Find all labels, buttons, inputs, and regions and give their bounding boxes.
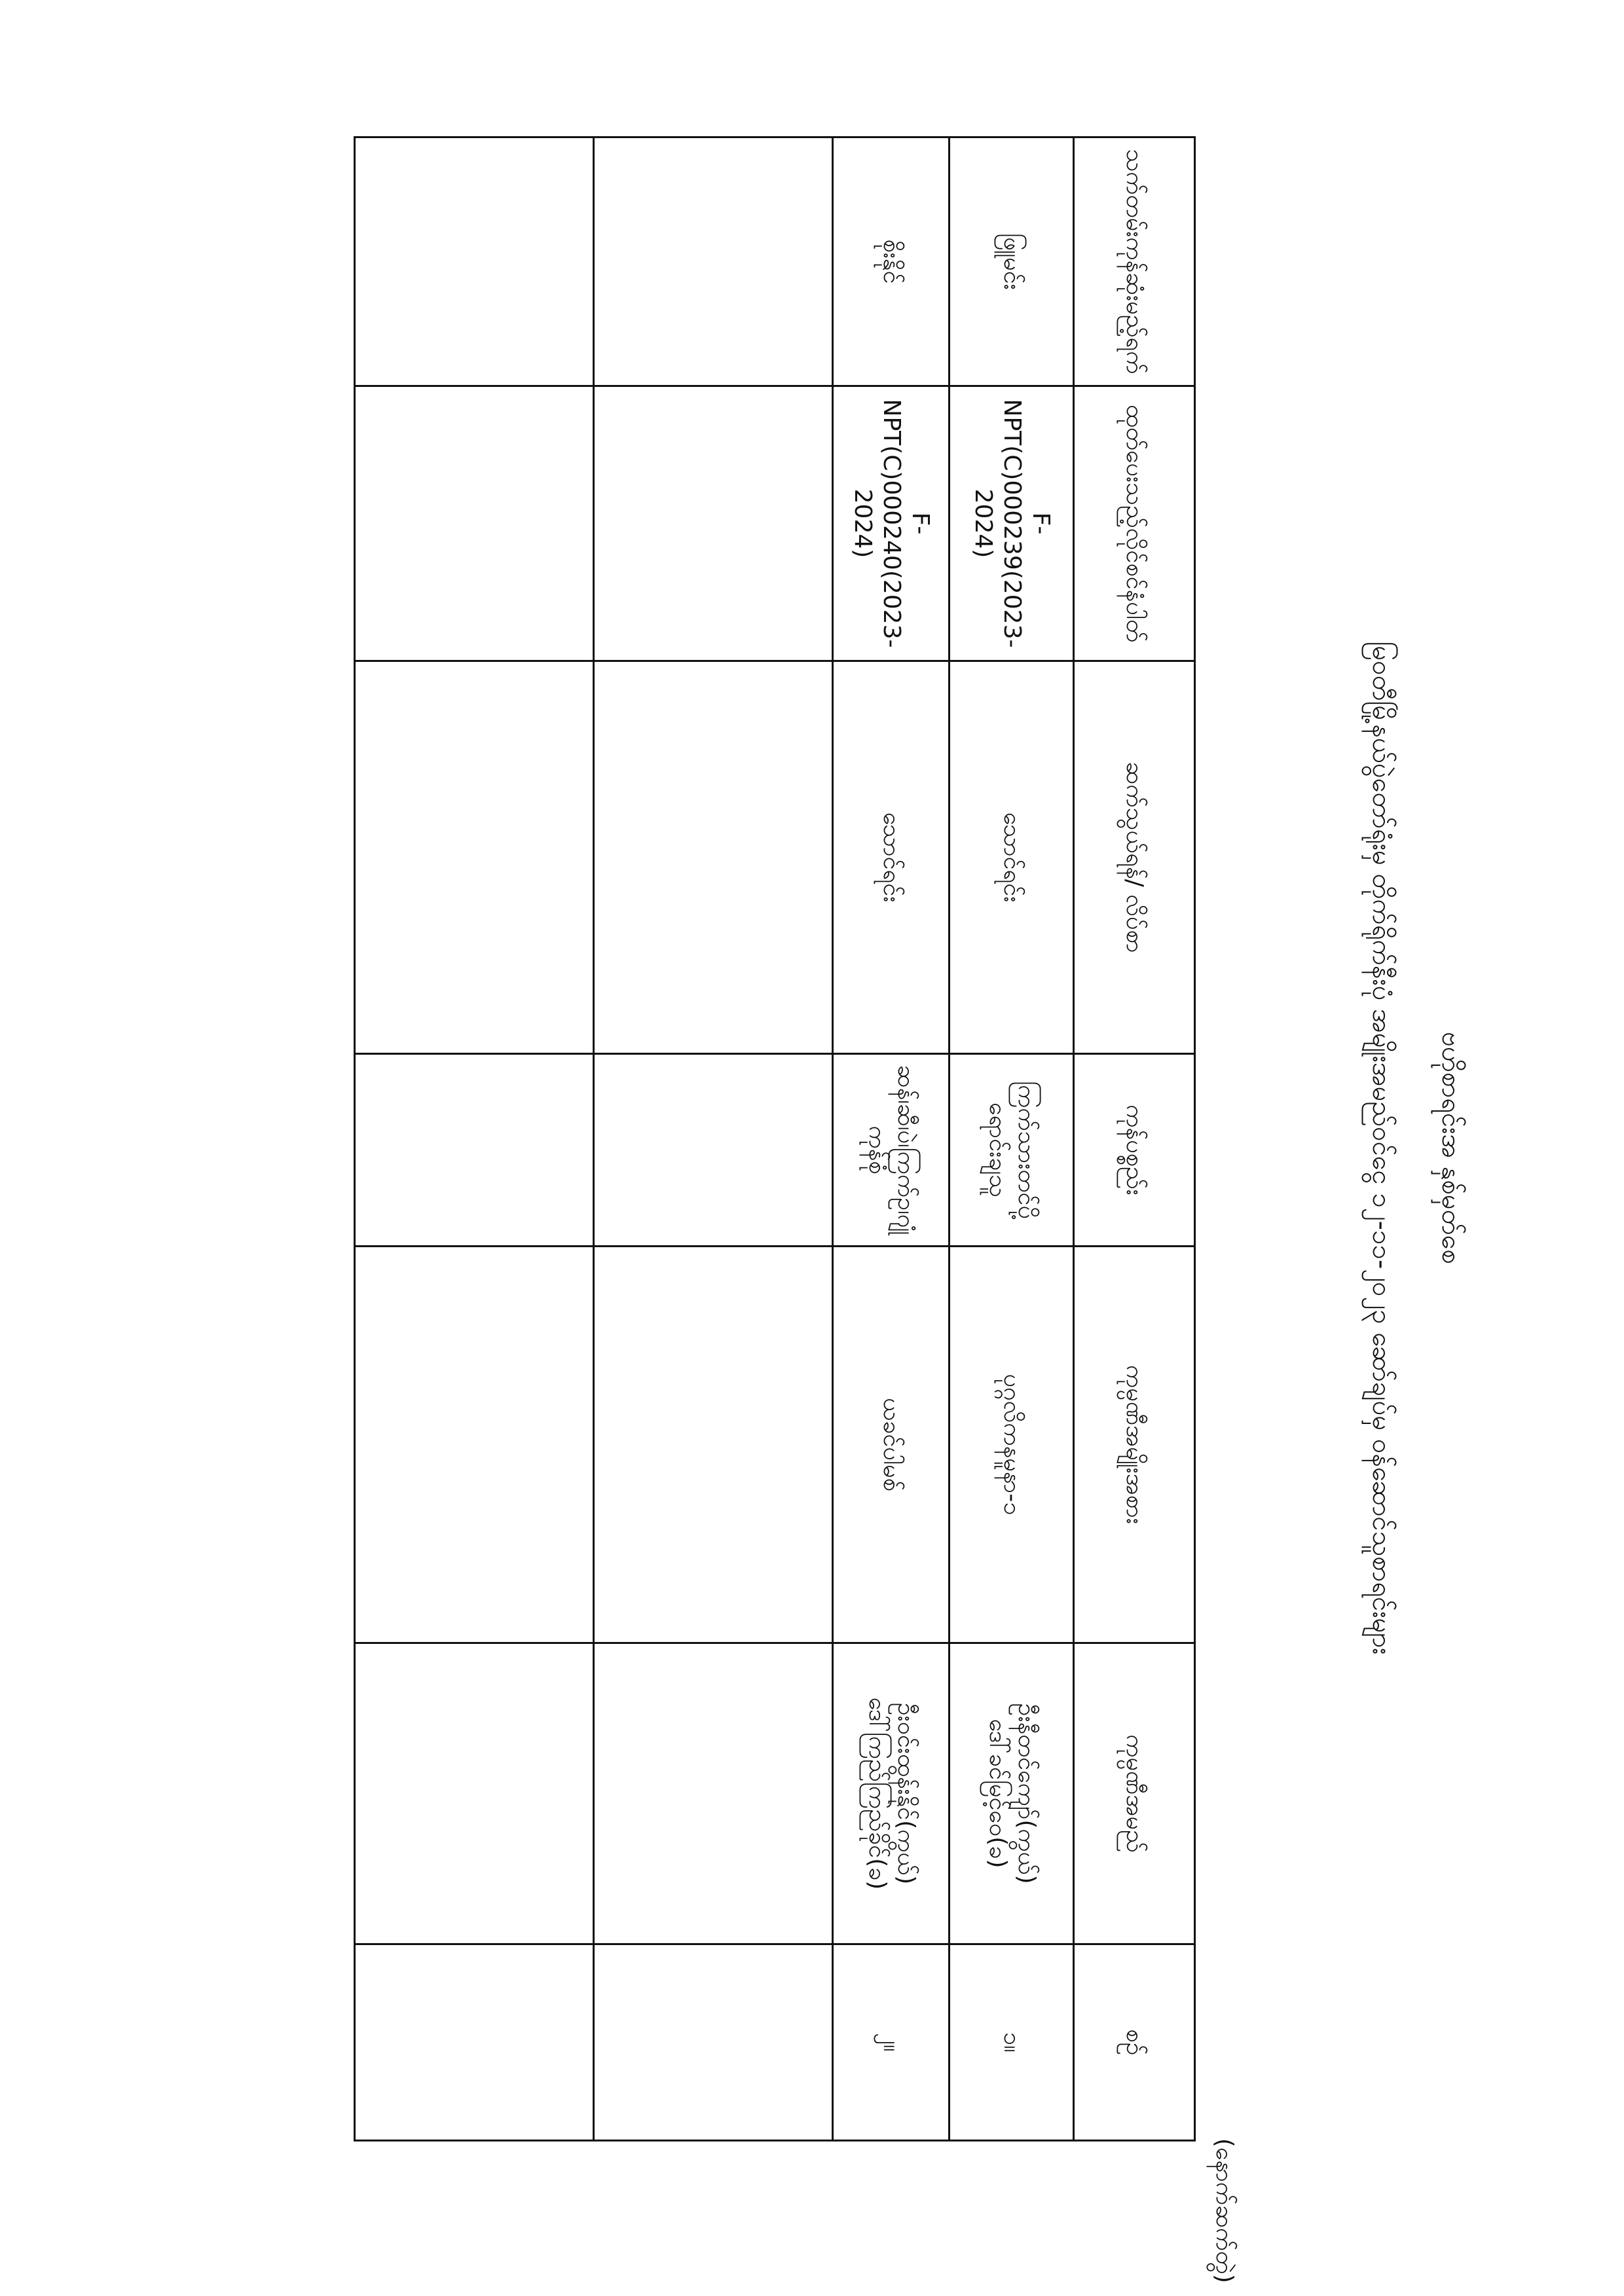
header-contact: ဆက်သွယ်ရန်/ လိပ်စာ bbox=[1073, 661, 1194, 1054]
cell-type: ယခင်ပါမစ် bbox=[832, 1247, 950, 1643]
table-row bbox=[950, 137, 1074, 2141]
name-line-1: ဦးနီတင်ကျော်(ကွယ်) bbox=[1012, 1703, 1040, 1884]
cell-expiry: ဖြူမင်း bbox=[950, 137, 1074, 386]
table-row-empty bbox=[593, 137, 832, 2141]
header-type: ကုမ္ပဏီအမျိုးအစား bbox=[1073, 1247, 1194, 1643]
heading-line-2: မြဝတီမြို့နယ်ပွဲတော်ရုံးမှ တိုက်ရိုက်နီးပုံ အမျိုးအမည်ဝင်ငွေ ၁၂-၁၁-၂၀၂၃ ဆော်ချပ်မှ ဝန်ဆောင်သူစာရင်းများ bbox=[1367, 641, 1397, 1655]
empty-cell bbox=[593, 1643, 832, 1944]
page-reference: (နောက်ဆက်တွဲ) bbox=[1211, 2138, 1238, 2284]
cell-no: ၁။ bbox=[950, 1944, 1074, 2141]
cell-type: ပုဂ္ဂလိကနမူနာ-၁ bbox=[950, 1247, 1074, 1643]
cell-contact: သောင်ရင်း bbox=[832, 661, 950, 1054]
name-line-1: ဦးဝင်းထွန်းနိုင်(ကွယ်) bbox=[892, 1702, 919, 1885]
empty-cell bbox=[355, 386, 594, 661]
cell-name bbox=[832, 1643, 950, 1944]
table-row-empty bbox=[355, 137, 594, 2141]
header-no: စဉ် bbox=[1073, 1944, 1194, 2141]
name-line-2: ဒေါ်ခင်မြင့်ဝေ(ခ) bbox=[984, 1719, 1011, 1868]
cell-product: ဆန်၊ဆီ၊ပဲ၊ကြက်ဥ၊ဂျုံ ကုန်စုံ bbox=[832, 1054, 950, 1247]
cell-name bbox=[950, 1643, 1074, 1944]
empty-cell bbox=[355, 1054, 594, 1247]
cell-license: F-NPT(C)000239(2023-2024) bbox=[950, 386, 1074, 661]
cell-expiry: စိုးနိုင် bbox=[832, 137, 950, 386]
empty-cell bbox=[593, 1054, 832, 1247]
table-row bbox=[832, 137, 950, 2141]
empty-cell bbox=[355, 1944, 594, 2141]
cell-no: ၂။ bbox=[832, 1944, 950, 2141]
empty-cell bbox=[355, 137, 594, 386]
empty-cell bbox=[593, 1944, 832, 2141]
empty-cell bbox=[593, 137, 832, 386]
heading-line-1: ဗဟိုစာရင်းအ နှစ်မှတ်စေ bbox=[1436, 1032, 1466, 1264]
registry-table bbox=[354, 136, 1196, 2141]
empty-cell bbox=[593, 1247, 832, 1643]
name-line-2: ဒေါ်ကြည်ကြည်ခိုင်(ခ) bbox=[863, 1697, 891, 1890]
table-header-row bbox=[1073, 137, 1194, 2141]
cell-contact: သောင်ရင်း bbox=[950, 661, 1074, 1054]
cell-license: F-NPT(C)000240(2023-2024) bbox=[832, 386, 950, 661]
header-license: ထုတ်ပေးသည့်လိုင်စင်နံပါတ် bbox=[1073, 386, 1194, 661]
cell-product: ကြက်သားတင်ပို့ရောင်းချသူ bbox=[950, 1054, 1074, 1247]
empty-cell bbox=[593, 386, 832, 661]
empty-cell bbox=[593, 661, 832, 1054]
header-product: ကုန်ပစ္စည်း bbox=[1073, 1054, 1194, 1247]
header-name: ကုမ္ပဏီအမည် bbox=[1073, 1643, 1194, 1944]
empty-cell bbox=[355, 1247, 594, 1643]
empty-cell bbox=[355, 1643, 594, 1944]
header-expiry: သက်တမ်းကုန်ဆုံးမည့်ရက် bbox=[1073, 137, 1194, 386]
empty-cell bbox=[355, 661, 594, 1054]
